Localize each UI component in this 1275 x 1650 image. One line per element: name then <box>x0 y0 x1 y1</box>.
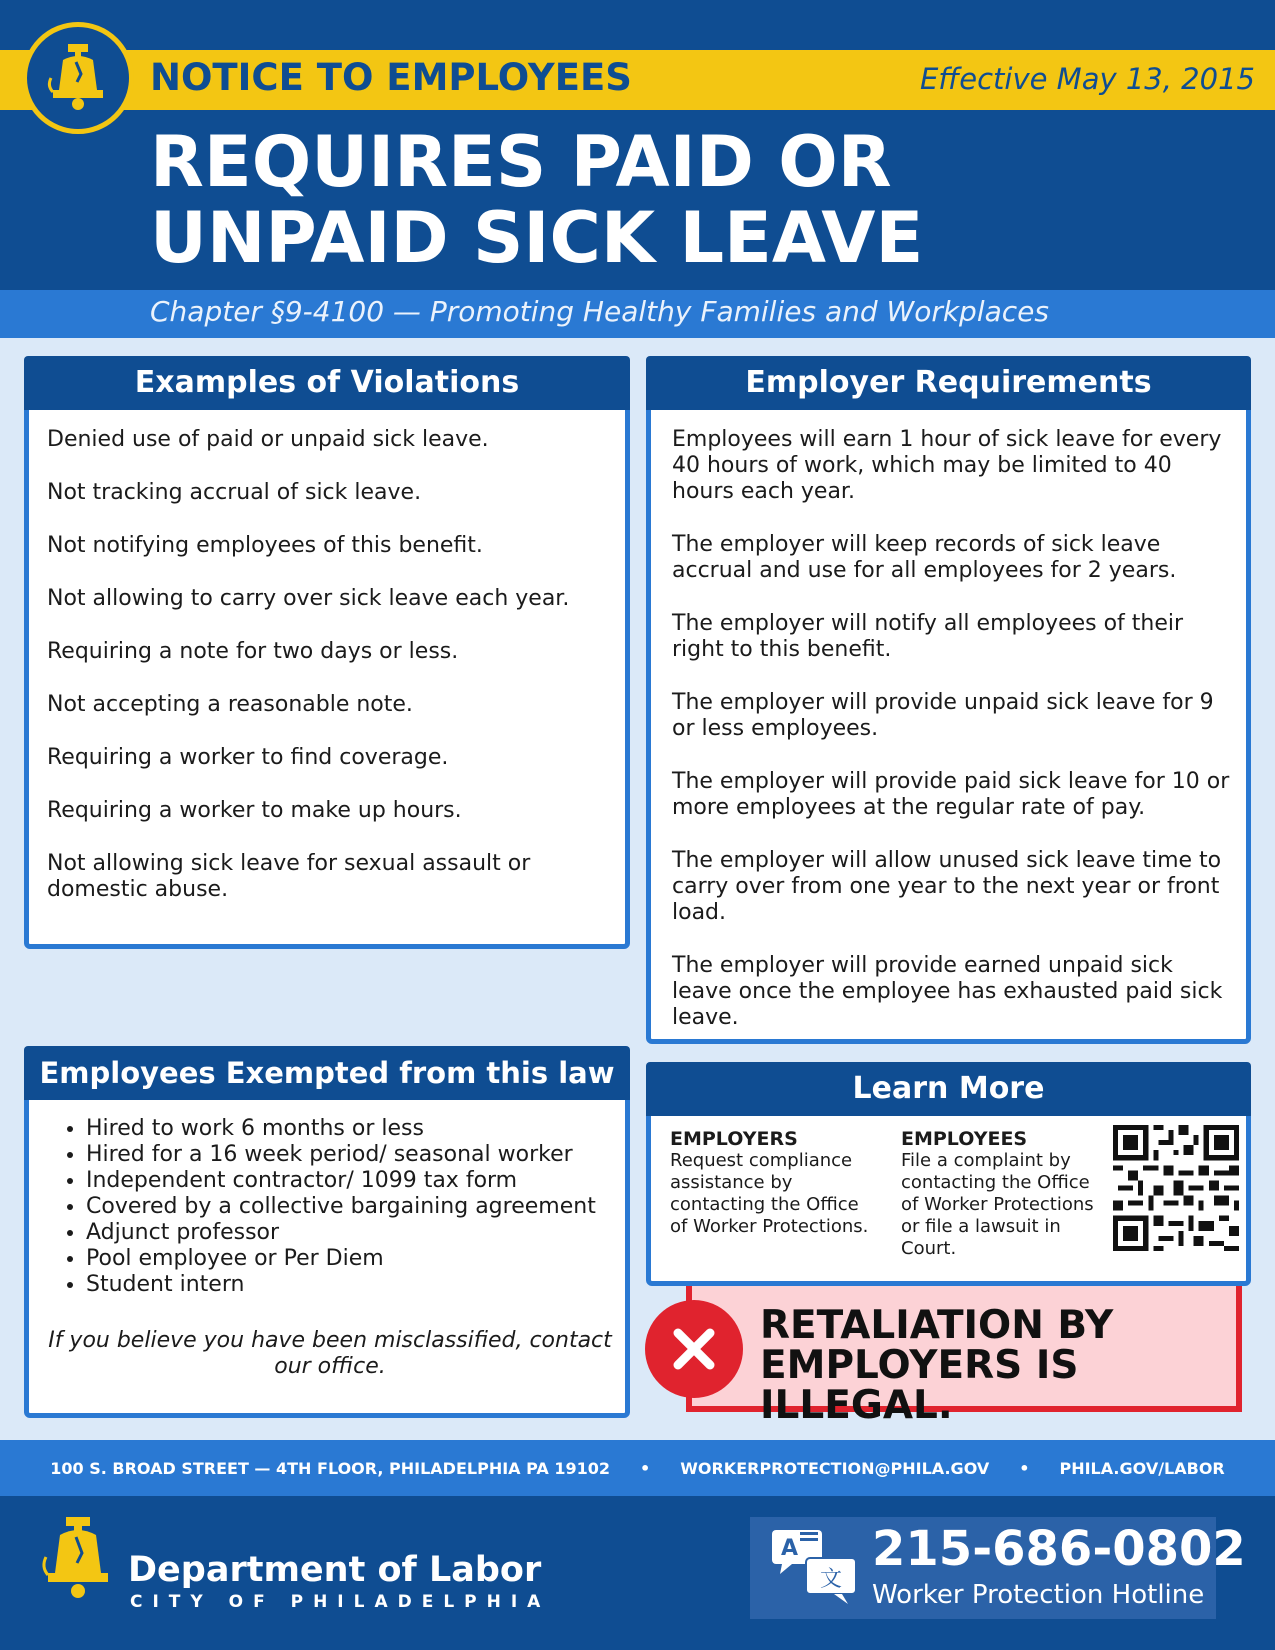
contact-row <box>0 1440 1275 1496</box>
separator-dot: • <box>1019 1458 1030 1478</box>
city-name: CITY OF PHILADELPHIA <box>130 1592 551 1612</box>
violations-heading: Examples of Violations <box>24 356 630 410</box>
list-item: • Adjunct professor <box>86 1220 606 1246</box>
requirements-list <box>672 427 1232 1058</box>
hotline-phone[interactable]: 215-686-0802 <box>872 1521 1246 1577</box>
liberty-bell-logo <box>22 22 134 134</box>
list-item: Not notifying employees of this benefit. <box>47 533 483 558</box>
liberty-bell-icon <box>43 42 113 114</box>
employees-info <box>901 1128 1106 1260</box>
address-text: 100 S. BROAD STREET — 4TH FLOOR, PHILADELPHIA PA 19102 <box>50 1458 610 1478</box>
title-line-1: REQUIRES PAID OR <box>150 121 892 203</box>
page-title <box>150 121 1150 279</box>
list-item: Requiring a note for two days or less. <box>47 639 459 664</box>
list-item: Employees will earn 1 hour of sick leave for every 40 hours of work, which may be limited to 40 hours each year. <box>672 427 1222 504</box>
qr-code-icon[interactable] <box>1113 1125 1239 1251</box>
retaliation-line-2: EMPLOYERS IS ILLEGAL. <box>760 1343 1079 1428</box>
list-item: Requiring a worker to make up hours. <box>47 798 462 823</box>
effective-date: Effective May 13, 2015 <box>919 62 1255 96</box>
list-item: Denied use of paid or unpaid sick leave. <box>47 427 489 452</box>
employers-title: EMPLOYERS <box>670 1128 798 1150</box>
list-item: The employer will keep records of sick leave accrual and use for all employees for 2 years. <box>672 532 1177 583</box>
x-circle-icon <box>645 1300 743 1398</box>
employers-info <box>670 1128 880 1238</box>
website-link[interactable]: PHILA.GOV/LABOR <box>1059 1458 1225 1478</box>
list-item: Not allowing to carry over sick leave each year. <box>47 586 570 611</box>
misclassified-note: If you believe you have been misclassified, contact our office. <box>48 1328 612 1379</box>
list-item: Not accepting a reasonable note. <box>47 692 413 717</box>
svg-text:文: 文 <box>820 1567 843 1592</box>
list-item: Not allowing sick leave for sexual assault or domestic abuse. <box>47 851 531 902</box>
learn-more-heading: Learn More <box>646 1062 1251 1116</box>
list-item: The employer will provide earned unpaid sick leave once the employee has exhausted paid sick leave. <box>672 953 1223 1030</box>
hotline-label: Worker Protection Hotline <box>872 1580 1205 1610</box>
list-item: • Hired to work 6 months or less <box>86 1116 606 1142</box>
list-item: • Pool employee or Per Diem <box>86 1246 606 1272</box>
exempted-heading: Employees Exempted from this law <box>24 1046 630 1100</box>
exempted-list <box>86 1116 606 1298</box>
liberty-bell-icon <box>38 1515 118 1605</box>
chapter-subtitle: Chapter §9-4100 — Promoting Healthy Families and Workplaces <box>150 295 1049 328</box>
department-name: Department of Labor <box>128 1550 542 1590</box>
employers-text: Request compliance assistance by contacting the Office of Worker Protections. <box>670 1150 869 1237</box>
list-item: The employer will provide unpaid sick leave for 9 or less employees. <box>672 690 1214 741</box>
email-link[interactable]: WORKERPROTECTION@PHILA.GOV <box>680 1458 990 1478</box>
retaliation-warning <box>760 1303 1275 1428</box>
list-item: • Student intern <box>86 1272 606 1298</box>
retaliation-line-1: RETALIATION BY <box>760 1303 1114 1348</box>
employees-text: File a complaint by contacting the Office of Worker Protections or file a lawsuit in Court. <box>901 1150 1094 1259</box>
notice-heading: NOTICE TO EMPLOYEES <box>150 56 632 99</box>
list-item: The employer will provide paid sick leave for 10 or more employees at the regular rate of pay. <box>672 769 1230 820</box>
list-item: • Hired for a 16 week period/ seasonal worker <box>86 1142 606 1168</box>
svg-text:A: A <box>781 1536 799 1561</box>
list-item: • Independent contractor/ 1099 tax form <box>86 1168 606 1194</box>
list-item: The employer will allow unused sick leave time to carry over from one year to the next year or front load. <box>672 848 1222 925</box>
list-item: Not tracking accrual of sick leave. <box>47 480 422 505</box>
separator-dot: • <box>639 1458 651 1478</box>
title-line-2: UNPAID SICK LEAVE <box>150 197 924 279</box>
violations-list <box>47 427 607 930</box>
list-item: • Covered by a collective bargaining agreement <box>86 1194 606 1220</box>
translation-chat-icon <box>770 1528 860 1608</box>
employees-title: EMPLOYEES <box>901 1128 1028 1150</box>
requirements-heading: Employer Requirements <box>646 356 1251 410</box>
list-item: Requiring a worker to find coverage. <box>47 745 449 770</box>
list-item: The employer will notify all employees of their right to this benefit. <box>672 611 1184 662</box>
